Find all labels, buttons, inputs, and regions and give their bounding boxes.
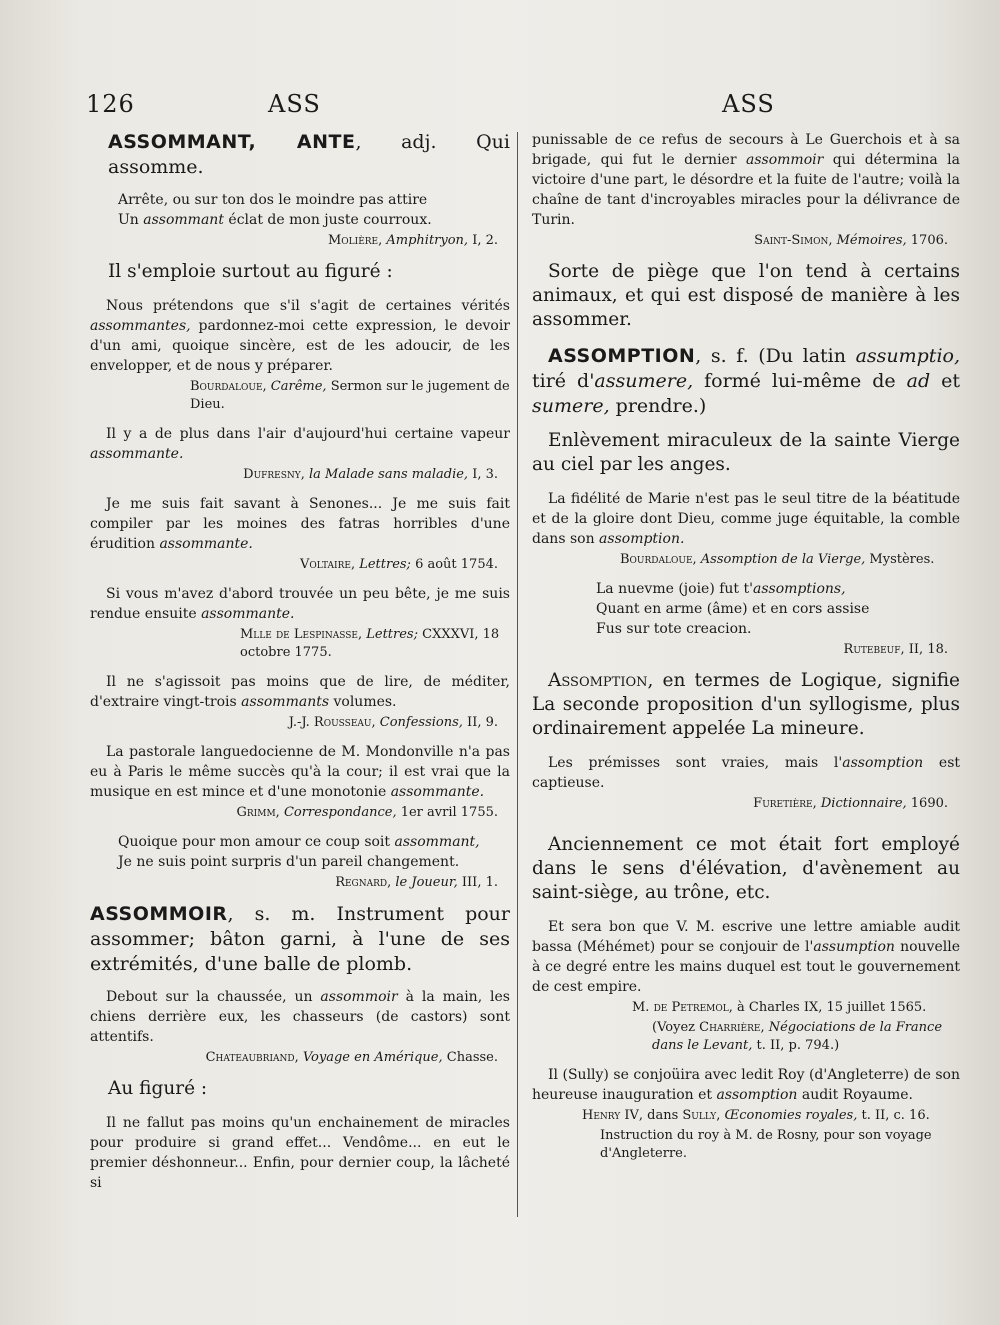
left-running-head: ASS <box>268 90 321 118</box>
quote-bourdaloue-2: La fidélité de Marie n'est pas le seul titre de la béatitude et de la gloire dont Dieu, comme juge équitable, la comble dans son assomption. <box>532 491 960 547</box>
entry-assomption: ASSOMPTION, s. f. (Du latin assumptio, tiré d'assumere, formé lui-même de ad et sumere, prendre.) <box>532 345 961 417</box>
right-running-head: ASS <box>722 90 775 118</box>
quote-sully: Il (Sully) se conjoüira avec ledit Roy (d'Angleterre) de son heureuse inauguration et assomption audit Royaume. <box>532 1067 960 1103</box>
source-moliere: Molière, Amphitryon, I, 2. <box>327 233 498 248</box>
source-petremol-2: (Voyez Charrière, Négociations de la France dans le Levant, t. II, p. 794.) <box>652 1020 943 1053</box>
source-voltaire: Voltaire, Lettres; 6 août 1754. <box>300 557 498 572</box>
quote-petremol: Et sera bon que V. M. escrive une lettre amiable audit bassa (Méhémet) pour se conjouir de l'assumption nouvelle à ce degré entre les mains duquel est tout le gouvernement de cest empire. <box>532 919 960 995</box>
quote-lespinasse: Si vous m'avez d'abord trouvée un peu bête, je me suis rendue ensuite assommante. <box>90 586 510 622</box>
source-furetiere: Furetière, Dictionnaire, 1690. <box>753 796 948 811</box>
source-petremol: M. de Petremol, à Charles IX, 15 juillet 1565. <box>632 1000 927 1015</box>
definition-enlevement: Enlèvement miraculeux de la sainte Vierge au ciel par les anges. <box>532 430 960 475</box>
right-column <box>532 130 960 1173</box>
source-rousseau: J.-J. Rousseau, Confessions, II, 9. <box>288 715 498 730</box>
quote-regnard: Quoique pour mon amour ce coup soit assommant, Je ne suis point surpris d'un pareil changement. <box>118 834 480 870</box>
quote-grimm: La pastorale languedocienne de M. Mondonville n'a pas eu à Paris le même succès qu'à la cour; il est vrai que la musique en est mince et d'une monotonie assommante. <box>90 744 510 800</box>
figure-intro-2: Au figuré : <box>108 1078 208 1099</box>
quote-chateaubriand: Debout sur la chaussée, un assommoir à la main, les chiens derrière eux, les chasseurs (de castors) sont attentifs. <box>90 989 510 1045</box>
source-lespinasse: Mlle de Lespinasse, Lettres; CXXXVI, 18 octobre 1775. <box>240 627 500 660</box>
quote-saint-simon: punissable de ce refus de secours à Le Guerchois et à sa brigade, qui fut le dernier assommoir qui détermina la victoire d'une part, le désordre et la fuite de l'autre; voilà la chaîne de tant d'incroyables miracles pour la délivrance de Turin. <box>532 132 960 228</box>
quote-rousseau: Il ne s'agissoit pas moins que de lire, de méditer, d'extraire vingt-trois assommants volumes. <box>90 674 510 710</box>
source-bourdaloue-2: Bourdaloue, Assomption de la Vierge, Mystères. <box>620 552 935 567</box>
source-chateaubriand: Chateaubriand, Voyage en Amérique, Chasse. <box>205 1050 498 1065</box>
figure-intro: Il s'emploie surtout au figuré : <box>108 261 393 282</box>
entry-assommoir: ASSOMMOIR, s. m. Instrument pour assommer; bâton garni, à l'une de ses extrémités, d'une balle de plomb. <box>90 903 510 975</box>
quote-rutebeuf: La nuevme (joie) fut t'assomptions, Quant en arme (âme) et en cors assise Fus sur tote creacion. <box>596 581 870 637</box>
source-sully-2: Instruction du roy à M. de Rosny, pour son voyage d'Angleterre. <box>600 1128 932 1161</box>
quote-voltaire: Je me suis fait savant à Senones... Je me suis fait compiler par les moines des fatras horribles d'une érudition assommante. <box>90 496 510 552</box>
source-regnard: Regnard, le Joueur, III, 1. <box>335 875 498 890</box>
source-dufresny: Dufresny, la Malade sans maladie, I, 3. <box>243 467 498 482</box>
quote-miracles: Il ne fallut pas moins qu'un enchainement de miracles pour produire si grand effet... Vendôme... en eut le premier déshonneur... Enfin, pour dernier coup, la lâcheté si <box>90 1115 510 1191</box>
source-grimm: Grimm, Correspondance, 1er avril 1755. <box>236 805 498 820</box>
quote-dufresny: Il y a de plus dans l'air d'aujourd'hui certaine vapeur assommante. <box>90 426 510 462</box>
source-saint-simon: Saint-Simon, Mémoires, 1706. <box>754 233 948 248</box>
source-rutebeuf: Rutebeuf, II, 18. <box>843 642 948 657</box>
source-sully: Henry IV, dans Sully, Œconomies royales, t. II, c. 16. <box>582 1108 930 1123</box>
page-number: 126 <box>86 90 135 118</box>
definition-ancien: Anciennement ce mot était fort employé dans le sens d'élévation, d'avènement au saint-siège, au trône, etc. <box>532 834 960 903</box>
quote-moliere: Arrête, ou sur ton dos le moindre pas attire Un assommant éclat de mon juste courroux. <box>118 192 432 228</box>
definition-logique: Assomption, en termes de Logique, signifie La seconde proposition d'un syllogisme, plus ordinairement appelée La mineure. <box>532 670 960 739</box>
left-column <box>90 130 510 1193</box>
column-divider <box>517 132 518 1217</box>
entry-assommant: ASSOMMANT, ANTE, adj. Qui assomme. <box>108 131 510 178</box>
quote-bourdaloue: Nous prétendons que s'il s'agit de certaines vérités assommantes, pardonnez-moi cette expression, le devoir d'un ami, quoique sincère, est de les adoucir, de les envelopper, et de nous y préparer. <box>90 298 510 374</box>
source-bourdaloue: Bourdaloue, Carême, Sermon sur le jugement de Dieu. <box>190 379 510 412</box>
quote-furetiere: Les prémisses sont vraies, mais l'assomption est captieuse. <box>532 755 961 791</box>
definition-piege: Sorte de piège que l'on tend à certains animaux, et qui est disposé de manière à les assommer. <box>532 261 960 330</box>
